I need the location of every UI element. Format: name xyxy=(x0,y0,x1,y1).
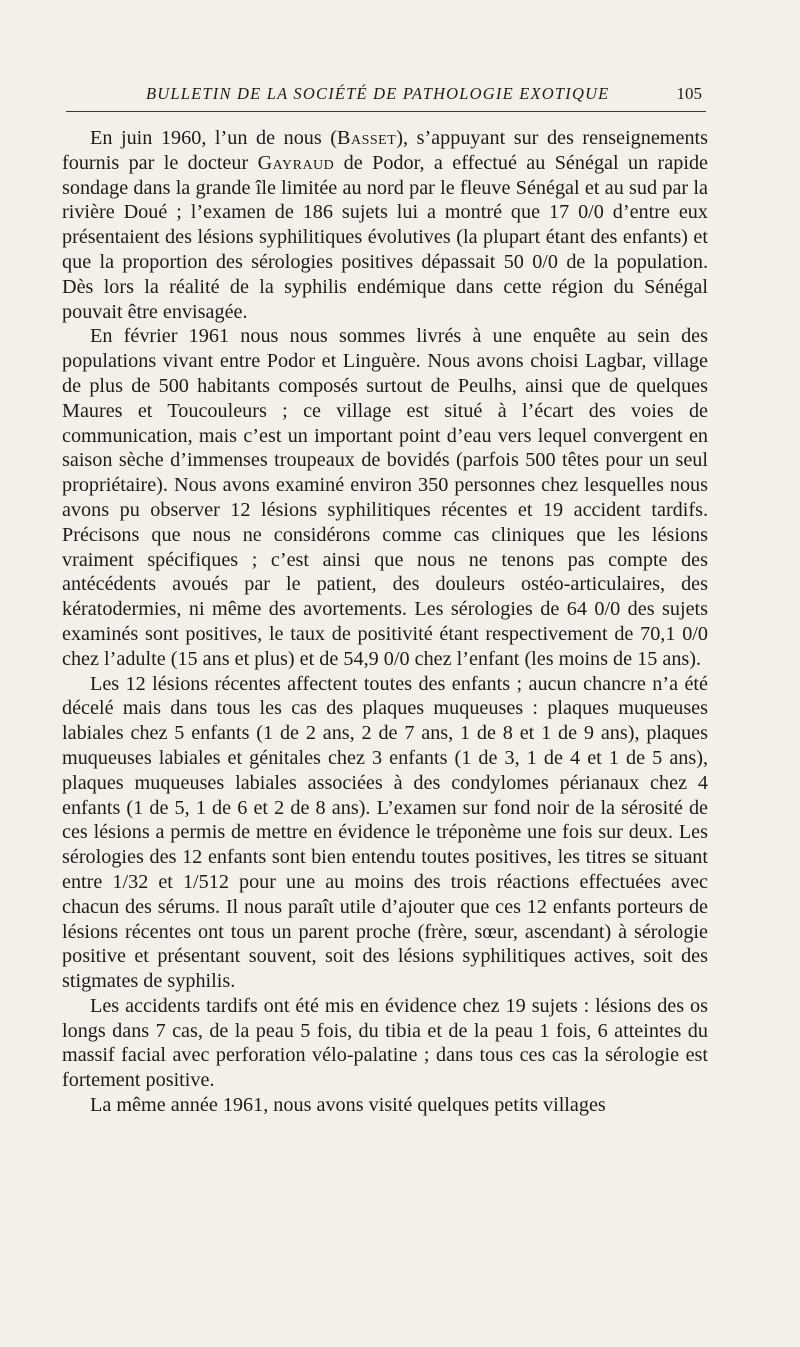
header-rule xyxy=(66,111,706,112)
paragraph-1 xyxy=(62,126,708,324)
running-header xyxy=(66,84,706,110)
journal-title: BULLETIN DE LA SOCIÉTÉ DE PATHOLOGIE EXOTIQUE xyxy=(146,84,610,103)
paragraph-4: Les accidents tardifs ont été mis en évidence chez 19 sujets : lésions des os longs dans 7 cas, de la peau 5 fois, du tibia et de la peau 1 fois, 6 atteintes du massif facial avec perforation vélo-palatine ; dans tous ces cas la sérologie est fortement positive. xyxy=(62,994,708,1092)
paragraph-1-part-a: En juin 1960, l’un de nous ( xyxy=(90,127,338,149)
author-name-gayraud: Gayraud xyxy=(257,151,335,174)
article-body xyxy=(62,126,708,1118)
author-name-basset: Basset xyxy=(337,127,397,149)
page-number: 105 xyxy=(676,84,702,103)
paragraph-3: Les 12 lésions récentes affectent toutes des enfants ; aucun chancre n’a été décelé mais dans tous les cas des plaques muqueuses : plaques muqueuses labiales chez 5 enfants (1 de 2 ans, 2 de 7 ans, 1 de 8 et 1 de 9 ans), plaques muqueuses labiales et génitales chez 3 enfants (1 de 3, 1 de 4 et 1 de 5 ans), plaques muqueuses labiales associées à des condylomes périanaux chez 4 enfants (1 de 5, 1 de 6 et 2 de 8 ans). L’examen sur fond noir de la sérosité de ces lésions a permis de mettre en évidence le tréponème une fois sur deux. Les sérologies des 12 enfants sont bien entendu toutes positives, les titres se situant entre 1/32 et 1/512 pour une au moins des trois réactions effectuées avec chacun des sérums. Il nous paraît utile d’ajouter que ces 12 enfants porteurs de lésions récentes ont tous un parent proche (frère, sœur, ascendant) à sérologie positive et présentant souvent, soit des lésions syphilitiques actives, soit des stigmates de syphilis. xyxy=(62,672,708,993)
paragraph-1-part-b: ), s’appuyant sur des renseignements fournis par le docteur xyxy=(62,127,708,174)
paragraph-2: En février 1961 nous nous sommes livrés à une enquête au sein des populations vivant entre Podor et Linguère. Nous avons choisi Lagbar, village de plus de 500 habitants composés surtout de Peulhs, ainsi que de quelques Maures et Toucouleurs ; ce village est situé à l’écart des voies de communication, mais c’est un important point d’eau vers lequel convergent en saison sèche d’immenses troupeaux de bovidés (parfois 500 têtes pour un seul propriétaire). Nous avons examiné environ 350 personnes chez lesquelles nous avons pu observer 12 lésions syphilitiques récentes et 19 accident tardifs. Précisons que nous ne considérons comme cas cliniques que les lésions vraiment spécifiques ; c’est ainsi que nous ne tenons pas compte des antécédents avoués par le patient, des douleurs ostéo-articulaires, des kératodermies, ni même des avortements. Les sérologies de 64 0/0 des sujets examinés sont positives, le taux de positivité étant respectivement de 70,1 0/0 chez l’adulte (15 ans et plus) et de 54,9 0/0 chez l’enfant (les moins de 15 ans). xyxy=(62,325,708,670)
paragraph-5: La même année 1961, nous avons visité quelques petits villages xyxy=(90,1094,606,1117)
paragraph-1-part-c: de Podor, a effectué au Sénégal un rapide sondage dans la grande île limitée au nord par le fleuve Sénégal et au sud par la rivière Doué ; l’examen de 186 sujets lui a montré que 17 0/0 d’entre eux présentaient des lésions syphilitiques évolutives (la plupart étant des enfants) et que la proportion des sérologies positives dépassait 50 0/0 de la population. Dès lors la réalité de la syphilis endémique dans cette région du Sénégal pouvait être envisagée. xyxy=(62,151,708,323)
